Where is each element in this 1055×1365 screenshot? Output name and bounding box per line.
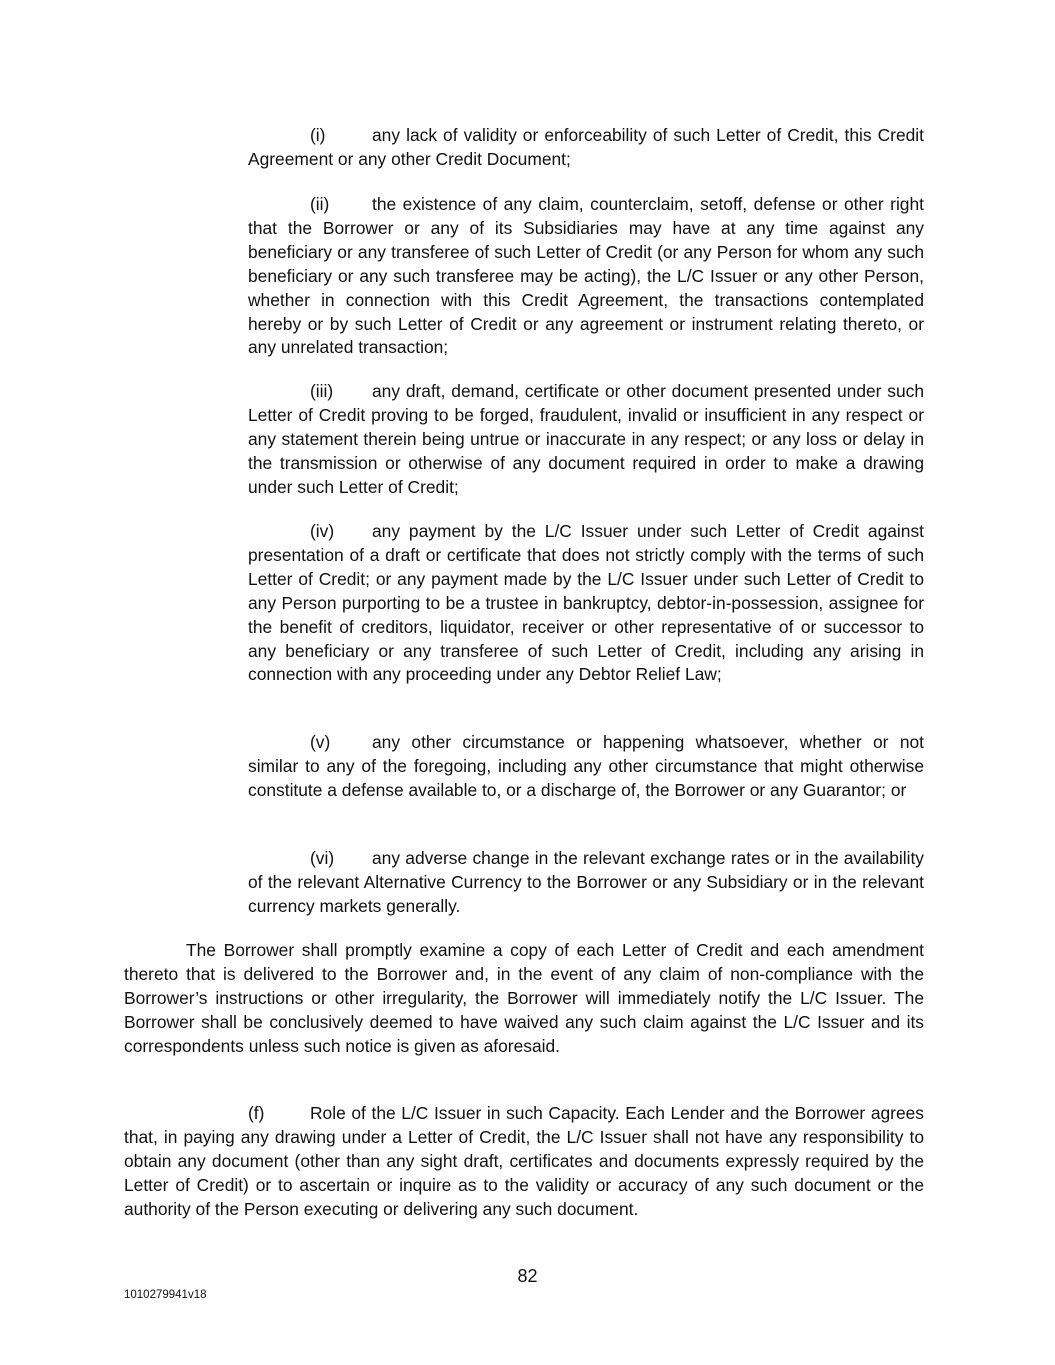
clause-text: any draft, demand, certificate or other document presented under such Letter of Credit proving to be forged, fraudulent, invalid or insufficient in any respect or any statement therein being untrue or inaccurate in any respect; or any loss or delay in the transmission or otherwise of any document required in order to make a drawing under such Letter of Credit; bbox=[248, 381, 924, 497]
clause-vi bbox=[248, 847, 924, 919]
clause-iii bbox=[248, 380, 924, 500]
clause-v bbox=[248, 731, 924, 803]
clause-text: any other circumstance or happening whatsoever, whether or not similar to any of the foregoing, including any other circumstance that might otherwise constitute a defense available to, or a discharge of, the Borrower or any Guarantor; or bbox=[248, 732, 924, 800]
paragraph-text: The Borrower shall promptly examine a copy of each Letter of Credit and each amendment thereto that is delivered to the Borrower and, in the event of any claim of non-compliance with the Borrower’s instructions or other irregularity, the Borrower will immediately notify the L/C Issuer. The Borrower shall be conclusively deemed to have waived any such claim against the L/C Issuer and its correspondents unless such notice is given as aforesaid. bbox=[124, 940, 924, 1056]
clause-iv bbox=[248, 520, 924, 687]
section-number: (f) bbox=[248, 1103, 265, 1123]
document-id: 1010279941v18 bbox=[124, 1289, 207, 1301]
clause-number: (i) bbox=[310, 125, 326, 145]
clause-ii bbox=[248, 193, 924, 360]
clause-number: (iii) bbox=[310, 381, 334, 401]
clause-number: (ii) bbox=[310, 194, 330, 214]
clause-number: (iv) bbox=[310, 521, 335, 541]
clause-text: any payment by the L/C Issuer under such Letter of Credit against presentation of a draft or certificate that does not strictly comply with the terms of such Letter of Credit; or any payment made by the L/C Issuer under such Letter of Credit to any Person purporting to be a trustee in bankruptcy, debtor-in-possession, assignee for the benefit of creditors, liquidator, receiver or other representative of or successor to any beneficiary or any transferee of such Letter of Credit, including any arising in connection with any proceeding under any Debtor Relief Law; bbox=[248, 521, 924, 685]
clause-text: any adverse change in the relevant exchange rates or in the availability of the relevant Alternative Currency to the Borrower or any Subsidiary or in the relevant currency markets generally. bbox=[248, 848, 924, 916]
page-number: 82 bbox=[517, 1266, 538, 1286]
borrower-examination-paragraph bbox=[124, 939, 924, 1059]
section-text: Role of the L/C Issuer in such Capacity. Each Lender and the Borrower agrees that, in paying any drawing under a Letter of Credit, the L/C Issuer shall not have any responsibility to obtain any document (other than any sight draft, certificates and documents expressly required by the Letter of Credit) or to ascertain or inquire as to the validity or accuracy of any such document or the authority of the Person executing or delivering any such document. bbox=[124, 1103, 924, 1219]
clause-number: (vi) bbox=[310, 848, 335, 868]
clause-i bbox=[248, 124, 924, 172]
clause-text: any lack of validity or enforceability of such Letter of Credit, this Credit Agreement or any other Credit Document; bbox=[248, 125, 924, 169]
clause-text: the existence of any claim, counterclaim, setoff, defense or other right that the Borrower or any of its Subsidiaries may have at any time against any beneficiary or any transferee of such Letter of Credit (or any Person for whom any such beneficiary or any such transferee may be acting), the L/C Issuer or any other Person, whether in connection with this Credit Agreement, the transactions contemplated hereby or by such Letter of Credit or any agreement or instrument relating thereto, or any unrelated transaction; bbox=[248, 194, 924, 358]
section-f bbox=[124, 1102, 924, 1222]
clause-number: (v) bbox=[310, 732, 331, 752]
